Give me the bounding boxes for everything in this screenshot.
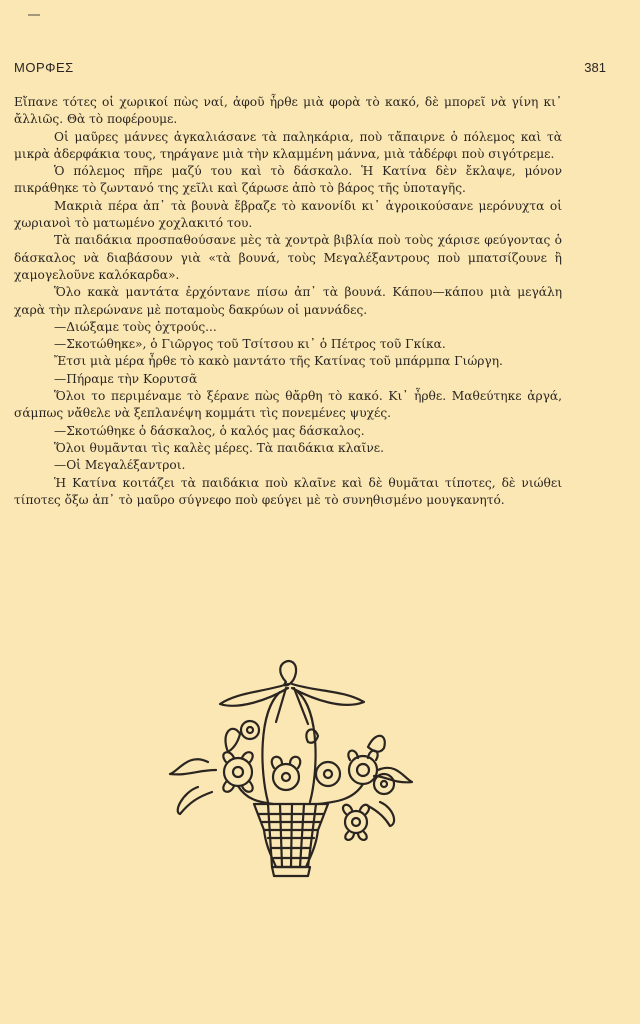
dialogue-line: —Πήραμε τὴν Κορυτσᾶ bbox=[54, 371, 198, 386]
dialogue-line: —Σκοτώθηκε», ὁ Γιῶργος τοῦ Τσίτσου κι᾽ ὁ Πέτρος τοῦ Γκίκα. bbox=[54, 337, 446, 352]
dialogue-line: —Οἱ Μεγαλέξαντροι. bbox=[54, 458, 186, 473]
dialogue-line: —Διώξαμε τοὺς ὀχτρούς... bbox=[54, 319, 217, 334]
paragraph: Τὰ παιδάκια προσπαθούσανε μὲς τὰ χοντρὰ βιβλία ποὺ τοὺς χάρισε φεύγοντας ὁ δάσκαλος νὰ διαβάσουν γιὰ «τὰ βουνά, τοὺς Μεγαλέξαντρους ποὺ μπατσίζουνε ἢ χαμογελοῦνε καλόκαρδα». bbox=[14, 233, 562, 282]
paragraph: Ὅλο κακὰ μαντάτα ἐρχόντανε πίσω ἀπ᾽ τὰ βουνά. Κάπου—κάπου μιὰ μεγάλη χαρὰ τὴν πλερώνανε μὲ ποταμοὺς δακρύων οἱ μαννάδες. bbox=[14, 285, 562, 317]
dialogue-line: —Σκοτώθηκε ὁ δάσκαλος, ὁ καλός μας δάσκαλος. bbox=[54, 423, 365, 438]
paragraph: Ὅλοι θυμᾶνται τὶς καλὲς μέρες. Τὰ παιδάκια κλαῖνε. bbox=[54, 440, 384, 455]
paragraph: Ἡ Κατίνα κοιτάζει τὰ παιδάκια ποὺ κλαῖνε καὶ δὲ θυμᾶται τίποτες, δὲ νιώθει τίποτες ὄξω ἀπ᾽ τὸ μαῦρο σύγνεφο ποὺ φεύγει μὲ τὸ συνηθισμένο μουγκανητό. bbox=[14, 475, 562, 507]
page-header bbox=[14, 60, 606, 80]
journal-title: ΜΟΡΦΕΣ bbox=[14, 60, 74, 75]
ink-smudge bbox=[28, 14, 40, 16]
paragraph: Οἱ μαῦρες μάννες ἀγκαλιάσανε τὰ παληκάρια, ποὺ τἄπαιρνε ὁ πόλεμος καὶ τὰ μικρὰ ἀδερφάκια τους, τηράγανε μιὰ τὴν κλαμμένη μάννα, μιὰ τἀδέρφι ποὺ σιγότρεμε. bbox=[14, 129, 562, 161]
paragraph: Ὁ πόλεμος πῆρε μαζύ του καὶ τὸ δάσκαλο. Ἡ Κατίνα δὲν ἔκλαψε, μόνον πικράθηκε τὸ ζωντανό της χεῖλι καὶ ζάρωσε ἀπὸ τὸ βάρος τῆς ὑποταγῆς. bbox=[14, 164, 562, 196]
article-body bbox=[14, 94, 562, 509]
paragraph: Εἴπανε τότες οἱ χωρικοί πὼς ναί, ἀφοῦ ἦρθε μιὰ φορὰ τὸ κακό, δὲ μπορεῖ νὰ γίνη κι᾽ ἄλλιῶς. Θὰ τὸ ποφέρουμε. bbox=[14, 95, 562, 127]
flower-basket-ornament-icon bbox=[168, 652, 418, 882]
paragraph: Ἔτσι μιὰ μέρα ἦρθε τὸ κακὸ μαντάτο τῆς Κατίνας τοῦ μπάρμπα Γιώργη. bbox=[54, 354, 503, 369]
page-number: 381 bbox=[584, 60, 606, 75]
paragraph: Μακριὰ πέρα ἀπ᾽ τὰ βουνὰ ἔβραζε τὸ κανονίδι κι᾽ ἀγροικούσανε μερόνυχτα οἱ χωριανοὶ τὸ ματωμένο χοχλακιτό του. bbox=[14, 198, 562, 231]
paragraph: Ὅλοι το περιμέναμε τὸ ξέρανε πὼς θἄρθη τὸ κακό. Κι᾽ ἦρθε. Μαθεύτηκε ἀργά, σάμπως νἄθελε νὰ ξεπλανέψη κομμάτι τὶς πονεμένες ψυχές. bbox=[14, 389, 562, 421]
